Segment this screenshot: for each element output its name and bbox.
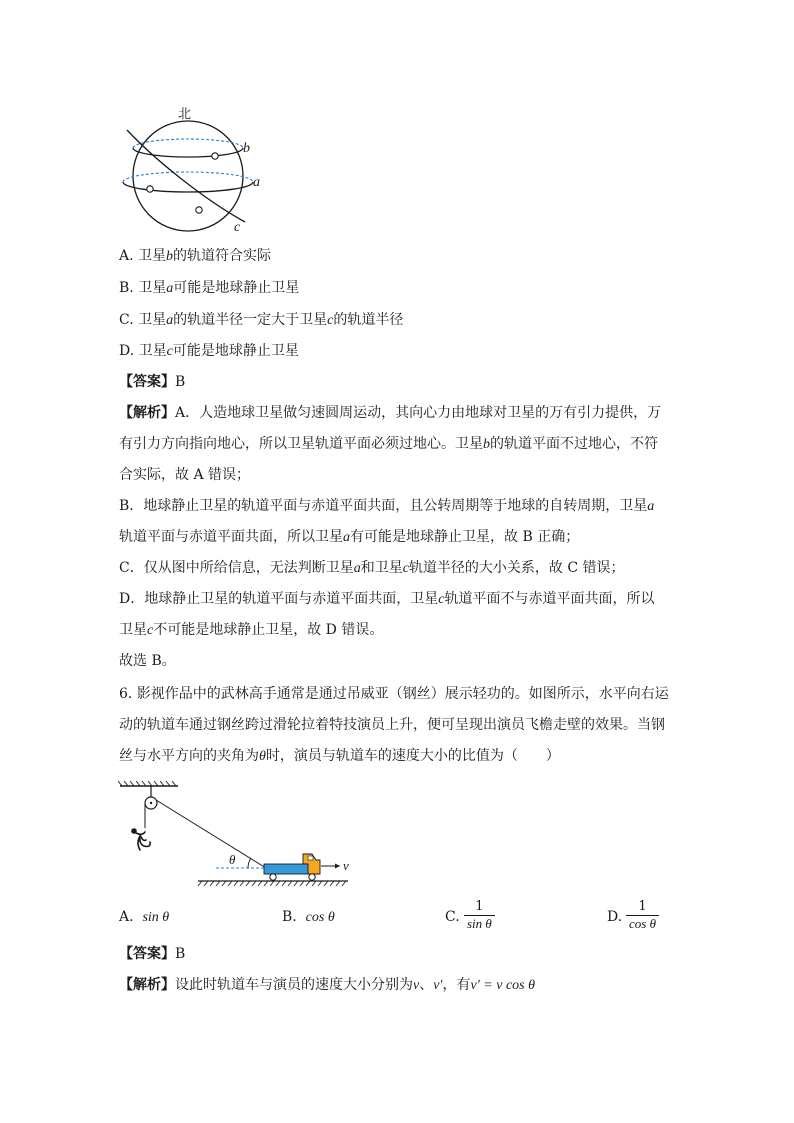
pulley — [145, 786, 157, 809]
ground — [198, 881, 348, 886]
q5-analysis-line-8: 卫星c不可能是地球静止卫星，故 D 错误。 — [119, 622, 384, 638]
q5-analysis-line-4: B．地球静止卫星的轨道平面与赤道平面共面，且公转周期等于地球的自转周期，卫星a — [119, 498, 655, 514]
orbit-b-label: b — [243, 141, 250, 156]
orbit-b — [133, 139, 243, 159]
orbit-a — [123, 172, 253, 192]
q6-stem-line-2: 动的轨道车通过钢丝跨过滑轮拉着特技演员上升，便可呈现出演员飞檐走壁的效果。当钢 — [119, 717, 665, 733]
velocity-arrow — [321, 864, 340, 869]
q5-analysis-line-7: D．地球静止卫星的轨道平面与赤道平面共面，卫星c轨道平面不与赤道平面共面，所以 — [119, 591, 655, 607]
q6-stem-line-3: 丝与水平方向的夹角为θ时，演员与轨道车的速度大小的比值为（ ） — [119, 748, 560, 764]
q5-option-d: D. 卫星c可能是地球静止卫星 — [119, 343, 299, 359]
q6-option-c-fraction: $\frac{1}{\text{sin θ}}$ — [464, 899, 495, 932]
q6-option-a: A. sin θ — [119, 909, 170, 925]
north-label: 北 — [178, 107, 192, 122]
q5-analysis-line-6: C．仅从图中所给信息，无法判断卫星a和卫星c轨道半径的大小关系，故 C 错误； — [119, 560, 625, 576]
orbit-a-label: a — [253, 175, 260, 190]
q6-analysis-line-1: 【解析】设此时轨道车与演员的速度大小分别为v、v′，有v′ = v cos θ — [119, 977, 535, 993]
q6-stem-line-1: 6. 影视作品中的武林高手通常是通过吊威亚（钢丝）展示轻功的。如图所示，水平向右运 — [119, 686, 669, 702]
q6-answer: 【答案】B — [119, 946, 186, 962]
q5-option-b: B. 卫星a可能是地球静止卫星 — [119, 280, 300, 296]
pulley-cart-figure — [118, 780, 363, 890]
q5-conclusion: 故选 B。 — [119, 653, 176, 669]
steel-wire — [156, 800, 266, 868]
q6-option-c-label: C. — [445, 909, 460, 925]
track-cart — [264, 854, 320, 880]
q5-option-a: A. 卫星b的轨道符合实际 — [119, 248, 272, 264]
orbit-c-label: c — [234, 220, 241, 235]
q5-analysis-line-2: 有引力方向指向地心，所以卫星轨道平面必须过地心。卫星b的轨道平面不过地心，不符 — [119, 436, 658, 452]
q5-analysis-line-3: 合实际，故 A 错误； — [119, 467, 251, 483]
ceiling — [118, 781, 178, 786]
velocity-label: v — [343, 858, 349, 873]
satellite-orbits-figure — [115, 100, 275, 235]
q5-option-c: C. 卫星a的轨道半径一定大于卫星c的轨道半径 — [119, 312, 404, 328]
q5-analysis-line-5: 轨道平面与赤道平面共面，所以卫星a有可能是地球静止卫星，故 B 正确； — [119, 529, 580, 545]
performer-figure — [131, 828, 150, 850]
q6-option-d-fraction: $\frac{1}{\text{cos θ}}$ — [626, 899, 659, 932]
earth-circle — [133, 121, 243, 231]
q5-analysis-line-1: 【解析】A．人造地球卫星做匀速圆周运动，其向心力由地球对卫星的万有引力提供，万 — [119, 405, 662, 421]
q6-option-d-label: D. — [607, 909, 623, 925]
angle-theta-label: θ — [229, 852, 236, 867]
q5-answer: 【答案】B — [119, 374, 186, 390]
q6-option-b: B. cos θ — [282, 909, 335, 925]
